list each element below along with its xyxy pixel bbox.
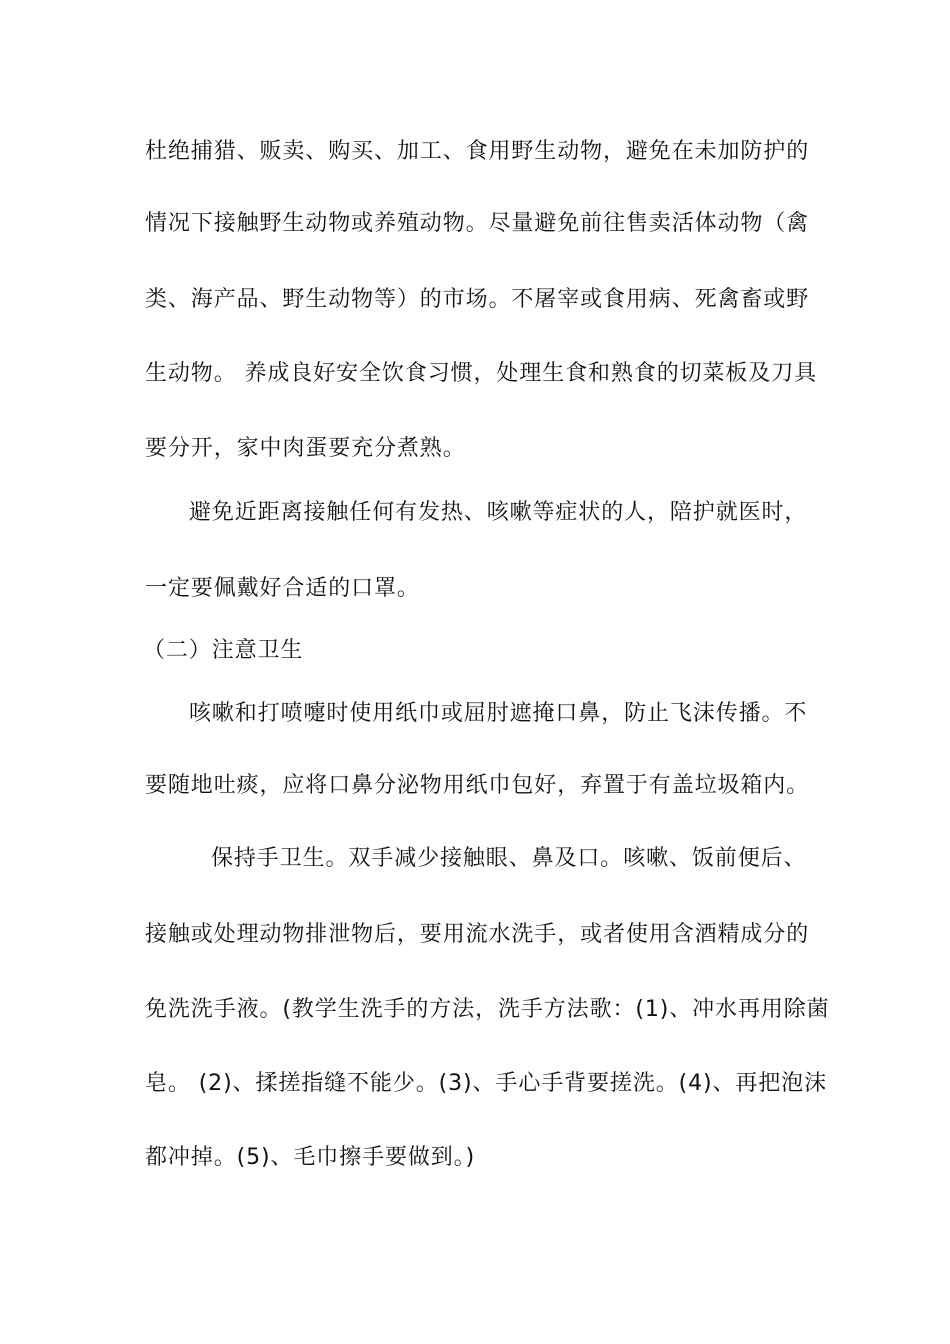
paragraph-1-line-4: 生动物。 养成良好安全饮食习惯，处理生食和熟食的切菜板及刀具 (145, 361, 817, 386)
paragraph-1-line-3: 类、海产品、野生动物等）的市场。不屠宰或食用病、死禽畜或野 (145, 287, 810, 312)
paragraph-4-line-5: 都冲掉。(5)、毛巾擦手要做到。) (145, 1145, 476, 1170)
paragraph-3-line-2: 要随地吐痰，应将口鼻分泌物用纸巾包好，弃置于有盖垃圾箱内。 (145, 773, 810, 798)
paragraph-1-line-1: 杜绝捕猎、贩卖、购买、加工、食用野生动物，避免在未加防护的 (145, 139, 810, 164)
paragraph-4-line-2: 接触或处理动物排泄物后，要用流水洗手，或者使用含酒精成分的 (145, 922, 810, 947)
paragraph-1-line-5: 要分开，家中肉蛋要充分煮熟。 (145, 436, 466, 461)
paragraph-1-line-2: 情况下接触野生动物或养殖动物。尽量避免前往售卖活体动物（禽 (145, 211, 810, 236)
paragraph-4-line-3: 免洗洗手液。(教学生洗手的方法，洗手方法歌：(1)、冲水再用除菌 (145, 997, 830, 1022)
paragraph-2-line-2: 一定要佩戴好合适的口罩。 (145, 576, 420, 601)
paragraph-3-line-1: 咳嗽和打喷嚏时使用纸巾或屈肘遮掩口鼻，防止飞沫传播。不 (189, 701, 808, 726)
section-heading: （二）注意卫生 (143, 638, 304, 663)
paragraph-2-line-1: 避免近距离接触任何有发热、咳嗽等症状的人，陪护就医时， (189, 500, 808, 525)
paragraph-4-line-4: 皂。 (2)、揉搓指缝不能少。(3)、手心手背要搓洗。(4)、再把泡沫 (145, 1071, 827, 1096)
paragraph-4-line-1: 保持手卫生。双手减少接触眼、鼻及口。咳嗽、饭前便后、 (211, 846, 807, 871)
